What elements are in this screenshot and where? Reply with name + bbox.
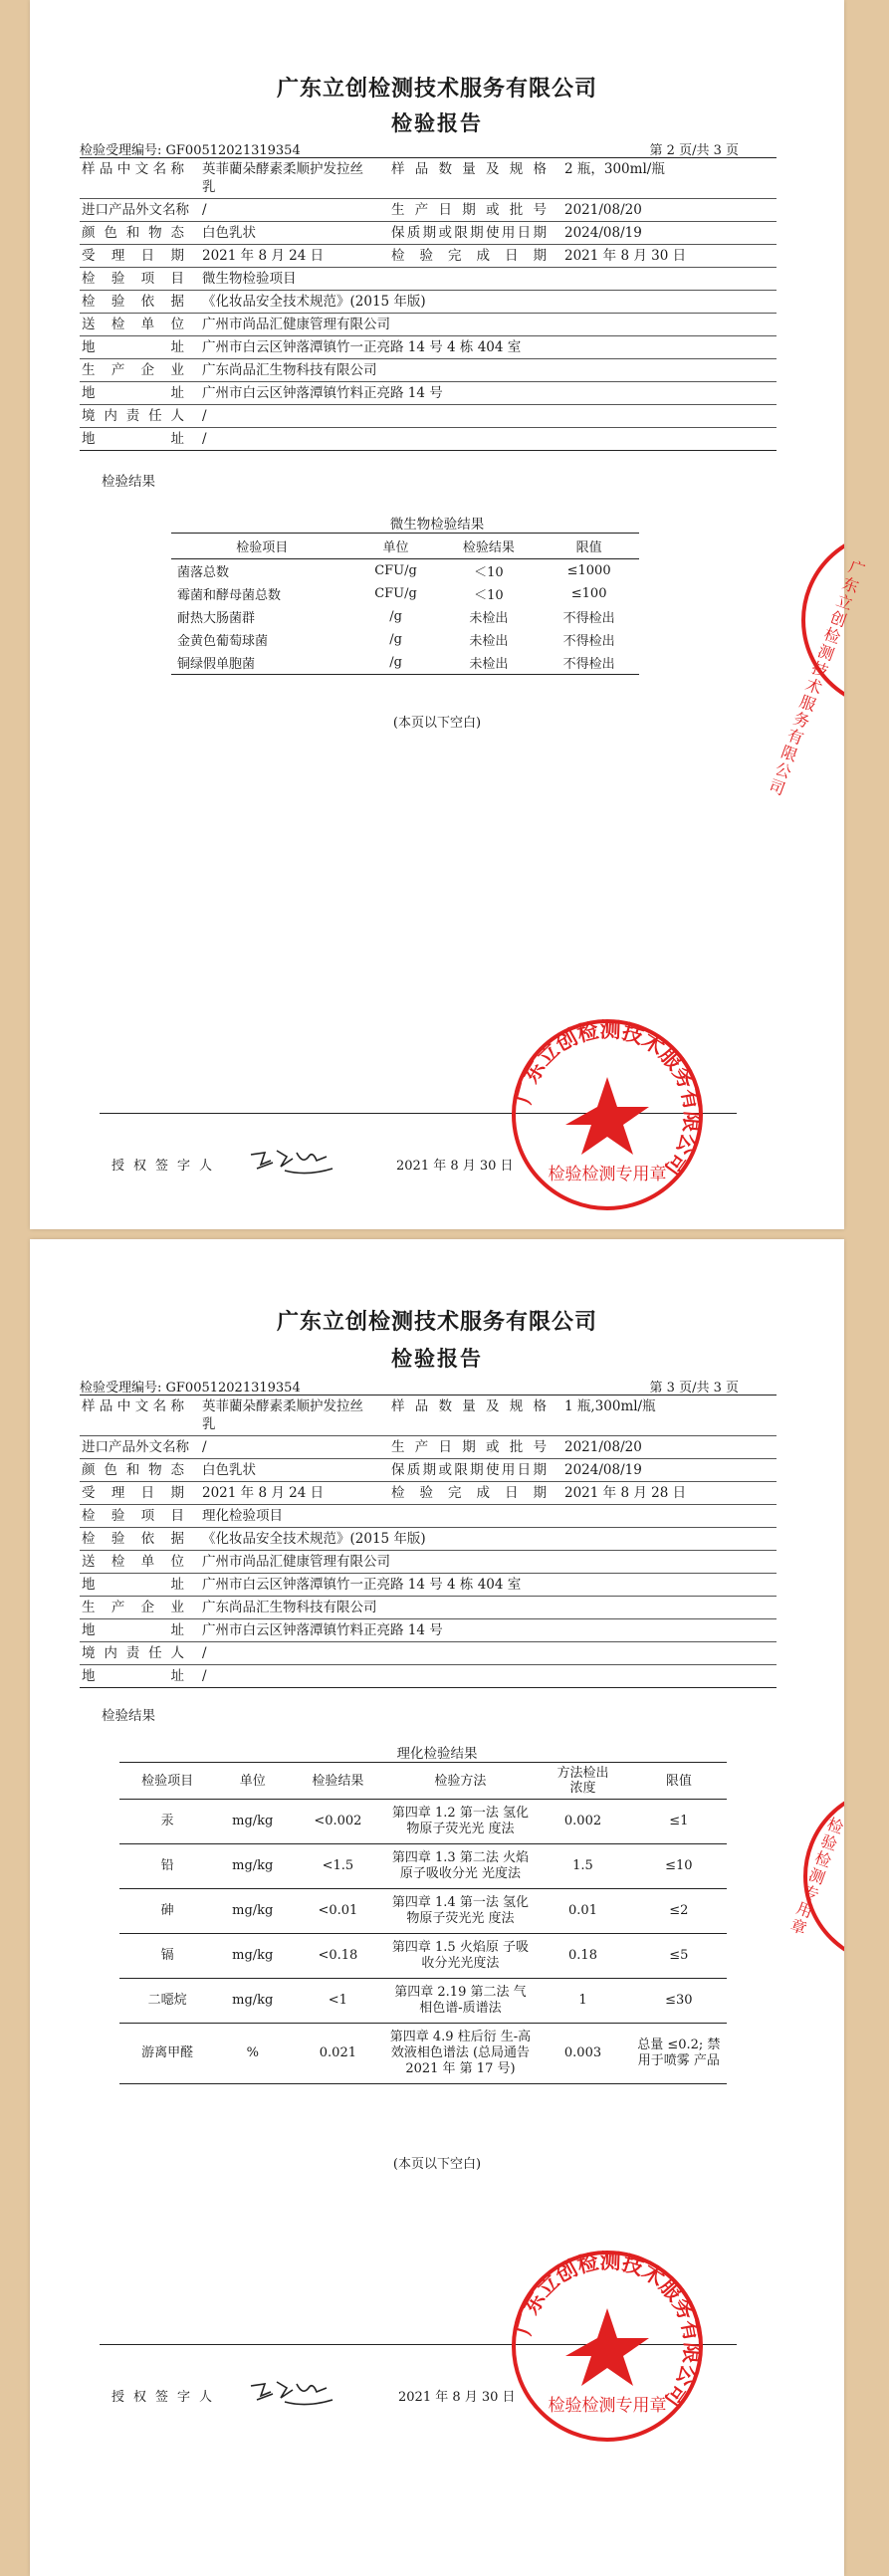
info-label: 检验完成日期 [389, 1482, 549, 1505]
info-row [80, 291, 777, 314]
page-number: 第 3 页/共 3 页 [649, 1381, 739, 1395]
report-title: 检验报告 [391, 1346, 483, 1371]
info-row [80, 428, 777, 451]
info-value: 2021 年 8 月 24 日 [200, 1482, 389, 1505]
table-row: 二噁烷 mg/kg <1 第四章 2.19 第二法 气相色谱-质谱法 1 ≤30 [119, 1979, 727, 2024]
org-name: 广东立创检测技术服务有限公司 [276, 1309, 597, 1335]
info-value: / [200, 199, 389, 222]
info-row [80, 199, 777, 222]
partial-seal-text: 广东立创检测技术服务有限公司 [766, 556, 868, 799]
info-label: 地址 [80, 1665, 186, 1688]
info-label: 样品中文名称 [80, 158, 186, 199]
info-value: 2021 年 8 月 28 日 [562, 1482, 777, 1505]
official-seal-icon [508, 1015, 707, 1214]
info-value: 广东尚品汇生物科技有限公司 [200, 1597, 777, 1619]
info-label: 境内责任人 [80, 405, 186, 428]
info-label: 受理日期 [80, 1482, 186, 1505]
info-row [80, 314, 777, 336]
info-row [80, 245, 777, 268]
table-title: 微生物检验结果 [389, 517, 485, 533]
table-header-row [119, 1763, 727, 1800]
info-label: 检验依据 [80, 291, 186, 314]
sign-date: 2021 年 8 月 30 日 [398, 2390, 516, 2405]
info-row [80, 158, 777, 199]
info-value: 广州市尚品汇健康管理有限公司 [200, 314, 777, 336]
col-header-conc: 方法检出 浓度 [535, 1763, 630, 1800]
info-row [80, 1642, 777, 1665]
info-row [80, 268, 777, 291]
info-label: 生产日期或批号 [389, 1436, 549, 1459]
info-label: 进口产品外文名称 [80, 1436, 186, 1459]
official-seal-icon [508, 2247, 707, 2446]
report-page-3 [30, 1239, 844, 2576]
col-header-limit: 限值 [539, 534, 639, 559]
signature-scrawl [247, 1143, 336, 1179]
info-row [80, 382, 777, 405]
info-value: 2021/08/20 [562, 1436, 777, 1459]
info-label: 地址 [80, 336, 186, 359]
table-row: 铅 mg/kg <1.5 第四章 1.3 第二法 火焰原子吸收分光 光度法 1.5 ≤10 [119, 1844, 727, 1889]
info-value: 《化妆品安全技术规范》(2015 年版) [200, 1528, 777, 1551]
signature-scrawl [247, 2374, 336, 2410]
info-value: / [200, 1665, 777, 1688]
info-value: 英菲藺朵酵素柔顺护发拉丝 乳 [200, 158, 389, 199]
info-row [80, 1665, 777, 1688]
table-title: 理化检验结果 [396, 1746, 478, 1762]
info-value: 广州市尚品汇健康管理有限公司 [200, 1551, 777, 1574]
physchem-results-table [119, 1762, 727, 2084]
table-row: 汞 mg/kg <0.002 第四章 1.2 第一法 氢化物原子荧光光 度法 0.002 ≤1 [119, 1800, 727, 1844]
info-label: 检验完成日期 [389, 245, 549, 268]
info-label: 地址 [80, 1574, 186, 1597]
blank-note: (本页以下空白) [392, 2157, 482, 2172]
col-header-result: 检验结果 [290, 1763, 385, 1800]
partial-seal-text: 检验检测专用章 [787, 1814, 846, 1939]
info-value: / [200, 405, 777, 428]
info-label: 检验项目 [80, 268, 186, 291]
info-value: 广州市白云区钟落潭镇竹一正亮路 14 号 4 栋 404 室 [200, 1574, 777, 1597]
info-label: 样品中文名称 [80, 1395, 186, 1436]
col-header-item: 检验项目 [171, 534, 353, 559]
table-row: 霉菌和酵母菌总数 CFU/g ＜10 ≤100 [177, 586, 607, 603]
info-row [80, 222, 777, 245]
col-header-limit: 限值 [631, 1763, 727, 1800]
info-value: / [200, 1642, 777, 1665]
table-row: 游离甲醛 % 0.021 第四章 4.9 柱后衍 生-高效液相色谱法 (总局通告 2021 年 第 17 号) 0.003 总量 ≤0.2; 禁 用于喷雾 产品 [119, 2024, 727, 2084]
info-value: 1 瓶,300ml/瓶 [562, 1395, 777, 1436]
info-label: 颜色和物态 [80, 222, 186, 245]
col-header-unit: 单位 [215, 1763, 290, 1800]
accept-number: 检验受理编号: GF00512021319354 [80, 1381, 301, 1395]
seal-sub-text: 检验检测专用章 [548, 1165, 667, 1184]
info-value: 英菲藺朵酵素柔顺护发拉丝 乳 [200, 1395, 389, 1436]
table-row: 砷 mg/kg <0.01 第四章 1.4 第一法 氢化物原子荧光光 度法 0.01 ≤2 [119, 1889, 727, 1934]
seal-ring-text: 广东立创检测技术服务有限公司 [510, 1016, 706, 1181]
col-header-method: 检验方法 [386, 1763, 536, 1800]
info-label: 送检单位 [80, 1551, 186, 1574]
info-value: / [200, 428, 777, 451]
sign-date: 2021 年 8 月 30 日 [396, 1159, 514, 1174]
info-row [80, 1597, 777, 1619]
seal-sub-text: 检验检测专用章 [548, 2396, 667, 2416]
info-label: 地址 [80, 382, 186, 405]
info-label: 受理日期 [80, 245, 186, 268]
info-value: 微生物检验项目 [200, 268, 777, 291]
table-row: 镉 mg/kg <0.18 第四章 1.5 火焰原 子吸收分光光度法 0.18 ≤5 [119, 1934, 727, 1979]
info-value: 白色乳状 [200, 222, 389, 245]
info-label: 境内责任人 [80, 1642, 186, 1665]
info-value: 广州市白云区钟落潭镇竹一正亮路 14 号 4 栋 404 室 [200, 336, 777, 359]
col-header-result: 检验结果 [439, 534, 540, 559]
info-value: 2024/08/19 [562, 1459, 777, 1482]
info-row [80, 336, 777, 359]
col-header-unit: 单位 [353, 534, 439, 559]
info-value: 2 瓶，300ml/瓶 [562, 158, 777, 199]
info-value: 2024/08/19 [562, 222, 777, 245]
seal-ring-text: 广东立创检测技术服务有限公司 [510, 2248, 706, 2412]
info-value: 2021 年 8 月 30 日 [562, 245, 777, 268]
report-header [80, 139, 739, 158]
info-label: 检验项目 [80, 1505, 186, 1528]
info-value: 理化检验项目 [200, 1505, 777, 1528]
info-value: 《化妆品安全技术规范》(2015 年版) [200, 291, 777, 314]
results-label: 检验结果 [102, 1708, 155, 1724]
info-row [80, 1395, 777, 1436]
info-row [80, 1482, 777, 1505]
info-label: 保质期或限期使用日期 [389, 1459, 549, 1482]
info-label: 生产日期或批号 [389, 199, 549, 222]
table-row: 耐热大肠菌群 /g 未检出 不得检出 [177, 609, 615, 626]
info-row [80, 1551, 777, 1574]
report-page-2 [30, 0, 868, 1229]
sample-info-table [80, 157, 777, 451]
info-row [80, 1619, 777, 1642]
info-label: 样品数量及规格 [389, 1395, 549, 1436]
info-label: 检验依据 [80, 1528, 186, 1551]
info-label: 地址 [80, 1619, 186, 1642]
info-row [80, 1459, 777, 1482]
info-label: 生产企业 [80, 359, 186, 382]
blank-note: (本页以下空白) [392, 716, 482, 731]
info-value: 2021 年 8 月 24 日 [200, 245, 389, 268]
sample-info-table [80, 1395, 777, 1688]
info-label: 送检单位 [80, 314, 186, 336]
info-label: 保质期或限期使用日期 [389, 222, 549, 245]
info-label: 颜色和物态 [80, 1459, 186, 1482]
sign-label: 授权签字人 [111, 1159, 222, 1174]
table-row: 铜绿假单胞菌 /g 未检出 不得检出 [171, 651, 639, 675]
info-row [80, 1574, 777, 1597]
page-number: 第 2 页/共 3 页 [649, 143, 739, 158]
info-row [80, 1505, 777, 1528]
info-value: / [200, 1436, 389, 1459]
table-row: 金黄色葡萄球菌 /g 未检出 不得检出 [177, 632, 615, 649]
sign-label: 授权签字人 [111, 2390, 222, 2405]
col-header-item: 检验项目 [119, 1763, 215, 1800]
report-header [80, 1377, 739, 1395]
info-row [80, 1436, 777, 1459]
info-value: 广州市白云区钟落潭镇竹料正亮路 14 号 [200, 1619, 777, 1642]
info-row [80, 405, 777, 428]
info-value: 2021/08/20 [562, 199, 777, 222]
report-title: 检验报告 [391, 110, 483, 135]
info-label: 生产企业 [80, 1597, 186, 1619]
results-label: 检验结果 [102, 474, 155, 490]
info-value: 广东尚品汇生物科技有限公司 [200, 359, 777, 382]
micro-results-table [171, 533, 639, 675]
accept-number: 检验受理编号: GF00512021319354 [80, 143, 301, 158]
org-name: 广东立创检测技术服务有限公司 [276, 76, 597, 102]
info-label: 地址 [80, 428, 186, 451]
info-label: 进口产品外文名称 [80, 199, 186, 222]
table-row: 菌落总数 CFU/g ＜10 ≤1000 [177, 563, 611, 580]
info-value: 广州市白云区钟落潭镇竹料正亮路 14 号 [200, 382, 777, 405]
info-label: 样品数量及规格 [389, 158, 549, 199]
info-row [80, 359, 777, 382]
info-row [80, 1528, 777, 1551]
info-value: 白色乳状 [200, 1459, 389, 1482]
table-header-row [171, 534, 639, 559]
